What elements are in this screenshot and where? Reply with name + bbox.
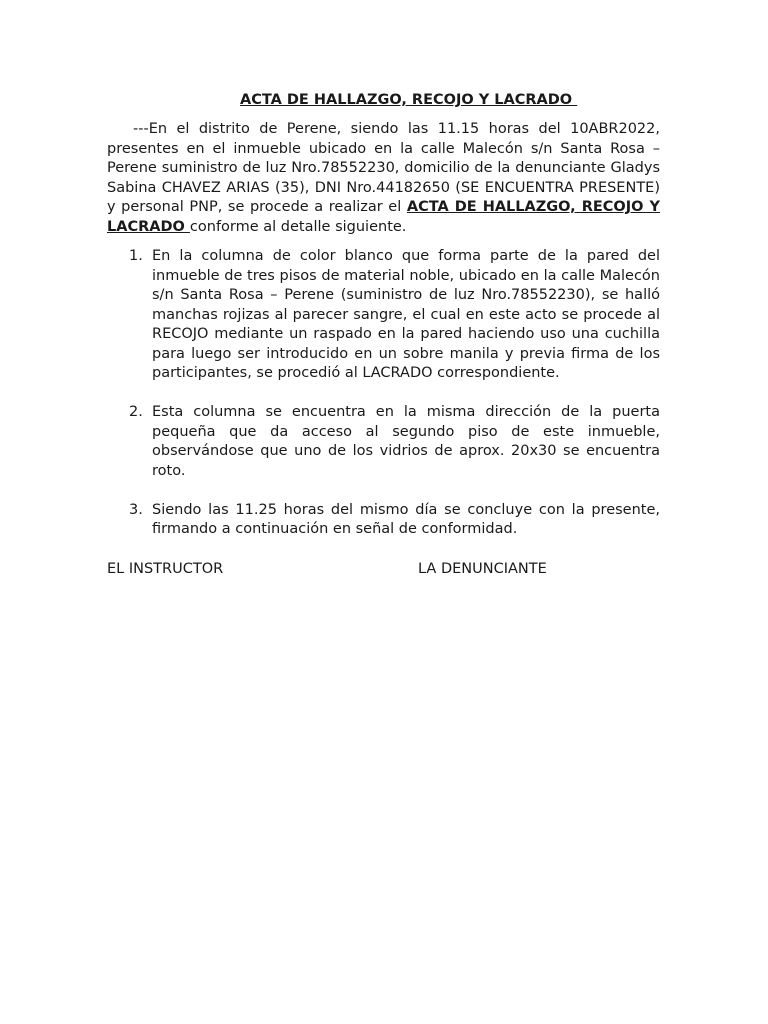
list-item xyxy=(107,501,660,540)
list-item-text: En la columna de color blanco que forma parte de la pared del inmueble de tres pisos de material noble, ubicado en la calle Malecón s/n Santa Rosa – Perene (suministro de luz Nro.78552230), se halló manchas rojizas al parecer sangre, el cual en este acto se procede al RECOJO mediante un raspado en la pared haciendo uso una cuchilla para luego ser introducido en un sobre manila y previa firma de los participantes, se procedió al LACRADO correspondiente. xyxy=(152,248,660,381)
list-item-number: 2. xyxy=(129,404,143,420)
document-title: ACTA DE HALLAZGO, RECOJO Y LACRADO xyxy=(240,92,578,108)
list-item xyxy=(107,247,660,384)
signature-block xyxy=(107,559,660,579)
list-item-number: 3. xyxy=(129,501,143,518)
document-page xyxy=(107,90,660,579)
intro-text-after: conforme al detalle siguiente. xyxy=(189,218,407,235)
signature-denunciante: LA DENUNCIANTE xyxy=(418,561,547,577)
list-item-text: Esta columna se encuentra en la misma dirección de la puerta pequeña que da acceso al segundo piso de este inmueble, observándose que uno de los vidrios de aprox. 20x30 se encuentra roto. xyxy=(152,404,660,479)
intro-text-before: ---En el distrito de Perene, siendo las 11.15 horas del 10ABR2022, presentes en el inmueble ubicado en la calle Malecón s/n Santa Rosa – Perene suministro de luz Nro.78552230, domicilio de la denunciante Gladys Sabina CHAVEZ ARIAS (35), DNI Nro.44182650 (SE ENCUENTRA PRESENTE) y personal PNP, se procede a realizar el xyxy=(107,121,660,215)
intro-paragraph xyxy=(107,120,660,237)
findings-list xyxy=(107,247,660,540)
intro-emphasis: ACTA DE HALLAZGO, RECOJO Y LACRADO xyxy=(107,199,661,235)
list-item xyxy=(107,403,660,481)
signature-instructor: EL INSTRUCTOR xyxy=(107,561,224,577)
list-item-text: Siendo las 11.25 horas del mismo día se concluye con la presente, firmando a continuación en señal de conformidad. xyxy=(152,501,660,537)
list-item-number: 1. xyxy=(129,248,143,264)
